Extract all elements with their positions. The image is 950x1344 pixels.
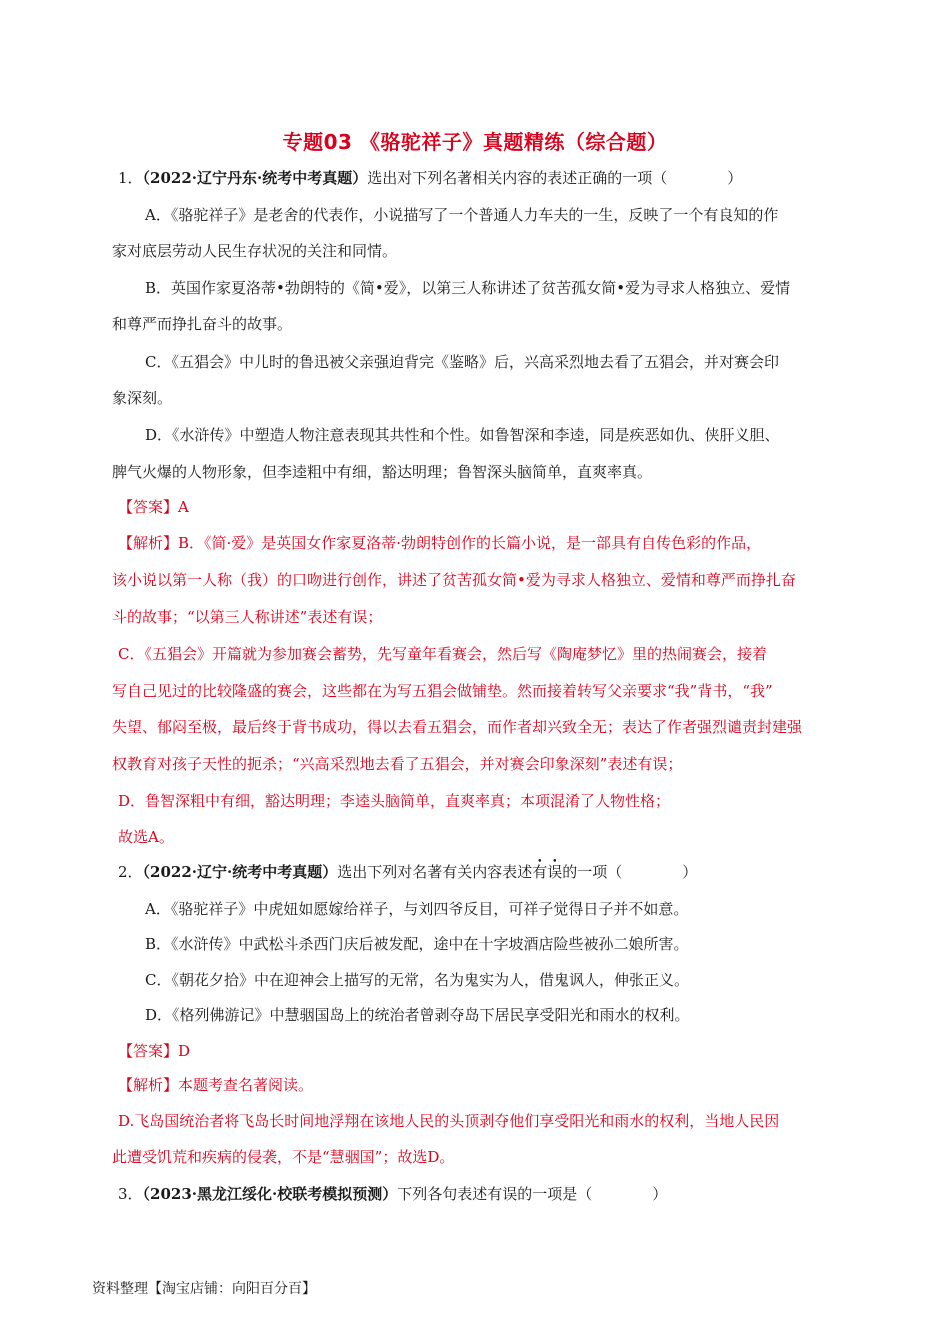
explanation-1-c-line-1: C．《五猖会》开篇就为参加赛会蓄势，先写童年看赛会，然后写《陶庵梦忆》里的热闹赛会，接着 bbox=[118, 645, 767, 663]
option-b: B．《水浒传》中武松斗杀西门庆后被发配，途中在十字坡酒店险些被孙二娘所害。 bbox=[145, 935, 689, 953]
option-c-line-1: C．《五猖会》中儿时的鲁迅被父亲强迫背完《鉴略》后，兴高采烈地去看了五猖会，并对赛会印 bbox=[145, 353, 779, 371]
page-title: 专题03 《骆驼祥子》真题精练（综合题） bbox=[282, 130, 668, 154]
emphasis-char: 有 bbox=[532, 863, 548, 881]
explanation-2-line-3: 此遭受饥荒和疾病的侵袭，不是“慧骃国”；故选D。 bbox=[112, 1148, 455, 1166]
emphasis-char: 误 bbox=[547, 863, 563, 881]
explanation-1-c-line-2: 写自己见过的比较隆盛的赛会，这些都在为写五猖会做铺垫。然而接着转写父亲要求“我”背书，“我” bbox=[112, 682, 773, 700]
question-stem: 选出对下列名著相关内容的表述正确的一项（ ） bbox=[367, 169, 743, 187]
explanation-1-b-line-1: 【解析】B．《简·爱》是英国女作家夏洛蒂·勃朗特创作的长篇小说，是一部具有自传色彩的作品， bbox=[118, 534, 762, 552]
explanation-1-c-line-3: 失望、郁闷至极，最后终于背书成功，得以去看五猖会，而作者却兴致全无；表达了作者强烈谴责封建强 bbox=[112, 718, 803, 736]
explanation-1-conclusion: 故选A。 bbox=[118, 828, 174, 846]
question-1 bbox=[118, 168, 742, 188]
answer-2: 【答案】D bbox=[118, 1042, 191, 1060]
question-source: （2022·辽宁·统考中考真题） bbox=[142, 863, 338, 881]
option-b-line-2: 和尊严而挣扎奋斗的故事。 bbox=[112, 315, 293, 333]
option-a: A．《骆驼祥子》中虎妞如愿嫁给祥子，与刘四爷反目，可祥子觉得日子并不如意。 bbox=[145, 900, 689, 918]
option-a-line-2: 家对底层劳动人民生存状况的关注和同情。 bbox=[112, 242, 398, 260]
explanation-1-c-line-4: 权教育对孩子天性的扼杀；“兴高采烈地去看了五猖会，并对赛会印象深刻”表述有误； bbox=[112, 755, 683, 773]
option-b-line-1: B．英国作家夏洛蒂•勃朗特的《简•爱》，以第三人称讲述了贫苦孤女简•爱为寻求人格独立、爱情 bbox=[145, 279, 791, 297]
question-3 bbox=[118, 1184, 667, 1204]
question-source: （2023·黑龙江绥化·校联考模拟预测） bbox=[142, 1185, 398, 1203]
option-d: D．《格列佛游记》中慧骃国岛上的统治者曾剥夺岛下居民享受阳光和雨水的权利。 bbox=[145, 1006, 690, 1024]
option-a-line-1: A．《骆驼祥子》是老舍的代表作，小说描写了一个普通人力车夫的一生，反映了一个有良知的作 bbox=[145, 206, 779, 224]
question-number: 3． bbox=[118, 1185, 143, 1203]
question-stem: 选出下列对名著有关内容表述 bbox=[337, 863, 533, 881]
answer-1: 【答案】A bbox=[118, 498, 189, 516]
explanation-1-b-line-3: 斗的故事；“以第三人称讲述”表述有误； bbox=[112, 608, 383, 626]
question-stem: 下列各句表述有误的一项是（ ） bbox=[397, 1185, 668, 1203]
explanation-1-d: D．鲁智深粗中有细，豁达明理；李逵头脑简单，直爽率真；本项混淆了人物性格； bbox=[118, 792, 671, 810]
option-c: C．《朝花夕拾》中在迎神会上描写的无常，名为鬼实为人，借鬼讽人，伸张正义。 bbox=[145, 971, 689, 989]
question-source: （2022·辽宁丹东·统考中考真题） bbox=[142, 169, 368, 187]
question-2 bbox=[118, 862, 697, 882]
question-stem-end: 的一项（ ） bbox=[562, 863, 698, 881]
question-number: 1． bbox=[118, 169, 143, 187]
option-c-line-2: 象深刻。 bbox=[112, 389, 173, 407]
footer-note: 资料整理【淘宝店铺：向阳百分百】 bbox=[92, 1281, 316, 1297]
explanation-1-b-line-2: 该小说以第一人称（我）的口吻进行创作，讲述了贫苦孤女简•爱为寻求人格独立、爱情和尊严而挣扎奋 bbox=[112, 571, 796, 589]
option-d-line-2: 脾气火爆的人物形象，但李逵粗中有细，豁达明理；鲁智深头脑简单，直爽率真。 bbox=[112, 463, 653, 481]
explanation-2-line-2: D.飞岛国统治者将飞岛长时间地浮翔在该地人民的头顶剥夺他们享受阳光和雨水的权利，当地人民因 bbox=[118, 1112, 780, 1130]
option-d-line-1: D．《水浒传》中塑造人物注意表现其共性和个性。如鲁智深和李逵，同是疾恶如仇、侠肝义胆、 bbox=[145, 426, 780, 444]
question-number: 2． bbox=[118, 863, 143, 881]
explanation-2-line-1: 【解析】本题考查名著阅读。 bbox=[118, 1076, 314, 1094]
